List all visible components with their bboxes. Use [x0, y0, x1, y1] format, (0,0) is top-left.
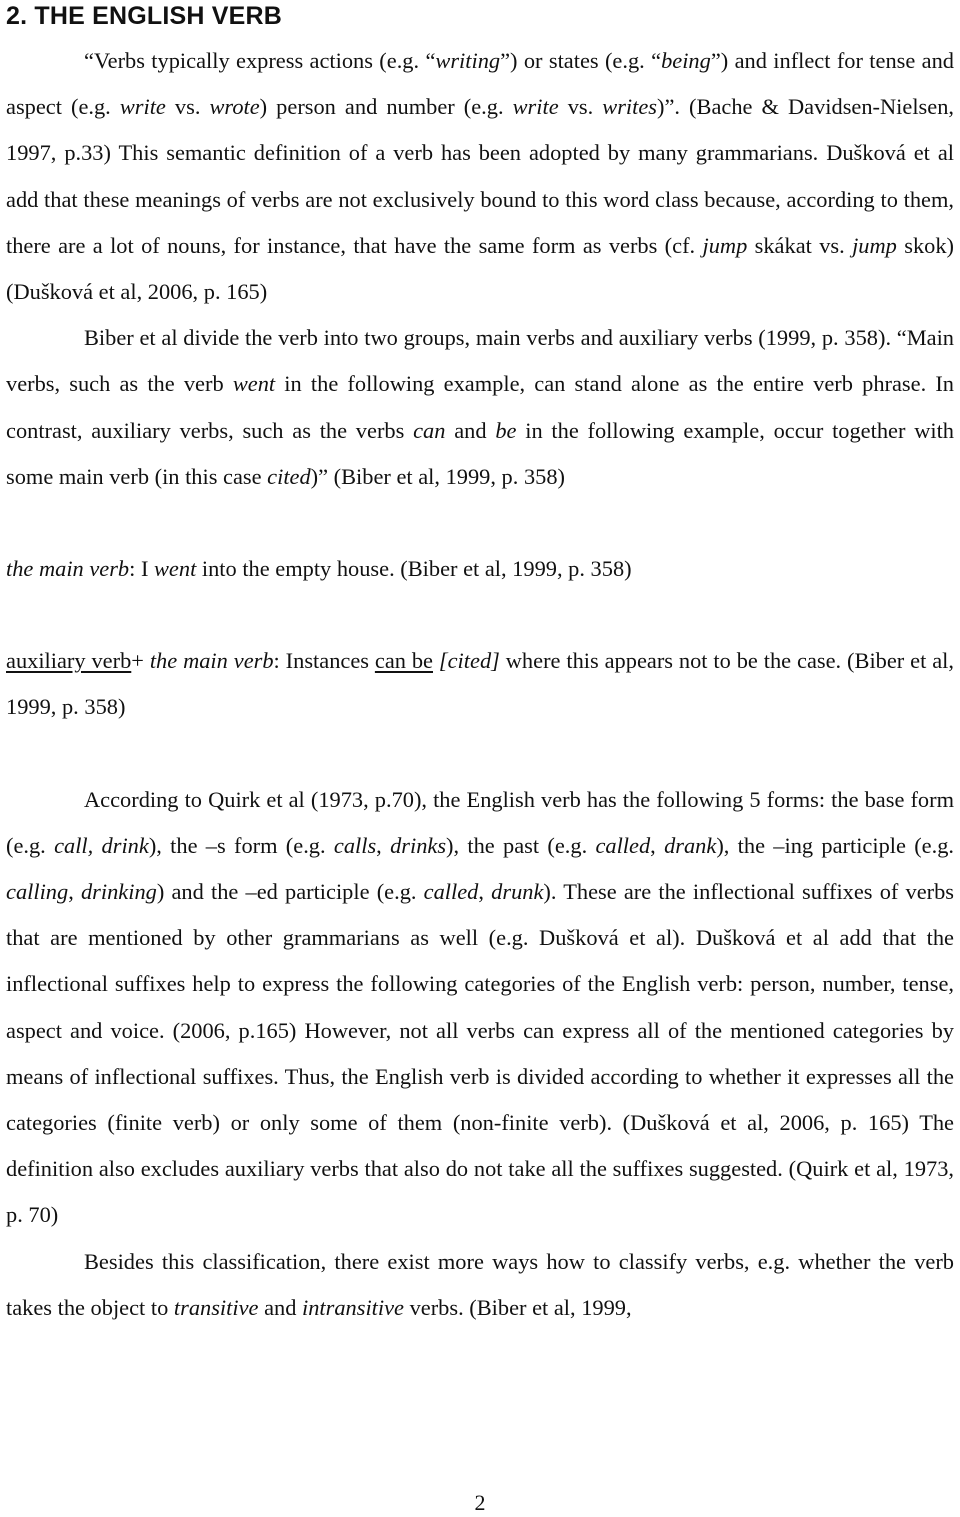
italic-term: write: [512, 94, 559, 120]
text-run: ,: [478, 879, 492, 905]
section-heading: 2. THE ENGLISH VERB: [6, 2, 283, 30]
text-run: skok) (Dušková et al, 2006, p. 165): [6, 232, 954, 305]
text-run: ), the past (e.g.: [446, 832, 596, 858]
text-run: in the following example, occur together with some main verb (in this case: [6, 417, 955, 489]
underlined-term: can be: [374, 648, 433, 674]
italic-term: jump: [852, 232, 897, 258]
text-run: in the following example, can stand alone as the entire verb phrase. In contrast, auxiliary verbs, such as the verbs: [6, 371, 954, 443]
italic-term: calling: [6, 879, 69, 905]
italic-term: calls: [333, 832, 377, 858]
italic-term: being: [661, 48, 711, 73]
paragraph-verb-definition: [6, 38, 954, 315]
text-run: )”. (Bache & Davidsen-Nielsen, 1997, p.33) This semantic definition of a verb has been adopted by many grammarians. Dušková et al add that these meanings of verbs are not exclusively bound to this word class because, according to them, there are a lot of nouns, for instance, that have the same form as verbs (cf.: [6, 94, 955, 258]
italic-term: wrote: [209, 94, 260, 120]
blank-line: [6, 731, 954, 777]
italic-term: intransitive: [302, 1294, 404, 1320]
document-page: [6, 0, 954, 1331]
example-label: the main verb: [6, 556, 130, 582]
underlined-label: auxiliary verb: [6, 648, 132, 674]
text-run: and: [445, 417, 496, 443]
text-run: According to Quirk et al (1973, p.70), the English verb has the following 5 forms: the base form (e.g.: [6, 786, 954, 858]
text-run: ,: [68, 879, 81, 905]
text-run: : Instances: [273, 648, 375, 674]
italic-term: went: [154, 556, 197, 582]
text-run: verbs. (Biber et al, 1999,: [404, 1294, 632, 1320]
italic-term: can: [413, 417, 446, 443]
italic-term: be: [495, 417, 517, 443]
italic-term: called: [595, 832, 651, 858]
italic-term: drunk: [491, 879, 544, 905]
text-run: ), the –s form (e.g.: [148, 832, 334, 858]
italic-term: writing: [435, 48, 501, 73]
text-run: skákat vs.: [747, 232, 853, 258]
text-run: )” (Biber et al, 1999, p. 358): [310, 463, 565, 489]
paragraph-verb-forms: [6, 777, 954, 1239]
text-run: Besides this classification, there exist more ways how to classify verbs, e.g. whether the verb takes the object to: [6, 1248, 954, 1320]
text-run: “Verbs typically express actions (e.g. “: [84, 48, 436, 73]
paragraph-classification: [6, 1239, 954, 1331]
italic-term: jump: [702, 232, 748, 258]
text-run: +: [131, 648, 150, 674]
italic-term: transitive: [173, 1294, 259, 1320]
italic-term: writes: [602, 94, 658, 120]
text-run: vs.: [558, 94, 603, 120]
text-run: ,: [376, 832, 391, 858]
example-auxiliary-verb: [6, 638, 954, 730]
blank-line: [6, 500, 954, 546]
text-run: : I: [129, 556, 154, 582]
text-run: ) and the –ed participle (e.g.: [156, 879, 424, 905]
example-main-verb: [6, 546, 954, 592]
text-run: Biber et al divide the verb into two groups, main verbs and auxiliary verbs (1999, p. 358). “Main verbs, such as the verb: [6, 325, 954, 397]
text-run: ) person and number (e.g.: [259, 94, 513, 120]
text-run: ). These are the inflectional suffixes of verbs that are mentioned by other grammarians as well (e.g. Dušková et al). Dušková et al add that the inflectional suffixes help to express the following categories of the English verb: person, number, tense, aspect and voice. (2006, p.165) However, not all verbs can express all of the mentioned categories by means of inflectional suffixes. Thus, the English verb is divided according to whether it expresses all the categories (finite verb) or only some of them (non-finite verb). (Dušková et al, 2006, p. 165) The definition also excludes auxiliary verbs that also do not take all the suffixes suggested. (Quirk et al, 1973, p. 70): [6, 879, 955, 1228]
text-run: vs.: [165, 94, 210, 120]
text-run: into the empty house. (Biber et al, 1999, p. 358): [196, 556, 632, 582]
text-run: ”) or states (e.g. “: [500, 48, 662, 73]
italic-term: drinking: [80, 879, 157, 905]
text-run: and: [258, 1294, 302, 1320]
italic-term: went: [232, 371, 276, 397]
text-run: where this appears not to be the case. (Biber et al, 1999, p. 358): [6, 648, 954, 720]
blank-line: [6, 592, 954, 638]
italic-term: drinks: [390, 832, 447, 858]
text-run: ), the –ing participle (e.g.: [716, 832, 954, 858]
page-number: 2: [474, 1490, 486, 1515]
example-label: the main verb: [149, 648, 274, 674]
paragraph-main-auxiliary: [6, 315, 954, 500]
text-run: ”) and inflect for tense and aspect (e.g.: [6, 48, 955, 120]
italic-term: called: [423, 879, 479, 905]
italic-term: call, drink: [54, 832, 149, 858]
italic-term: write: [119, 94, 166, 120]
italic-term: [cited]: [438, 648, 500, 674]
text-run: ,: [650, 832, 665, 858]
italic-term: drank: [664, 832, 717, 858]
italic-term: cited: [267, 463, 311, 489]
